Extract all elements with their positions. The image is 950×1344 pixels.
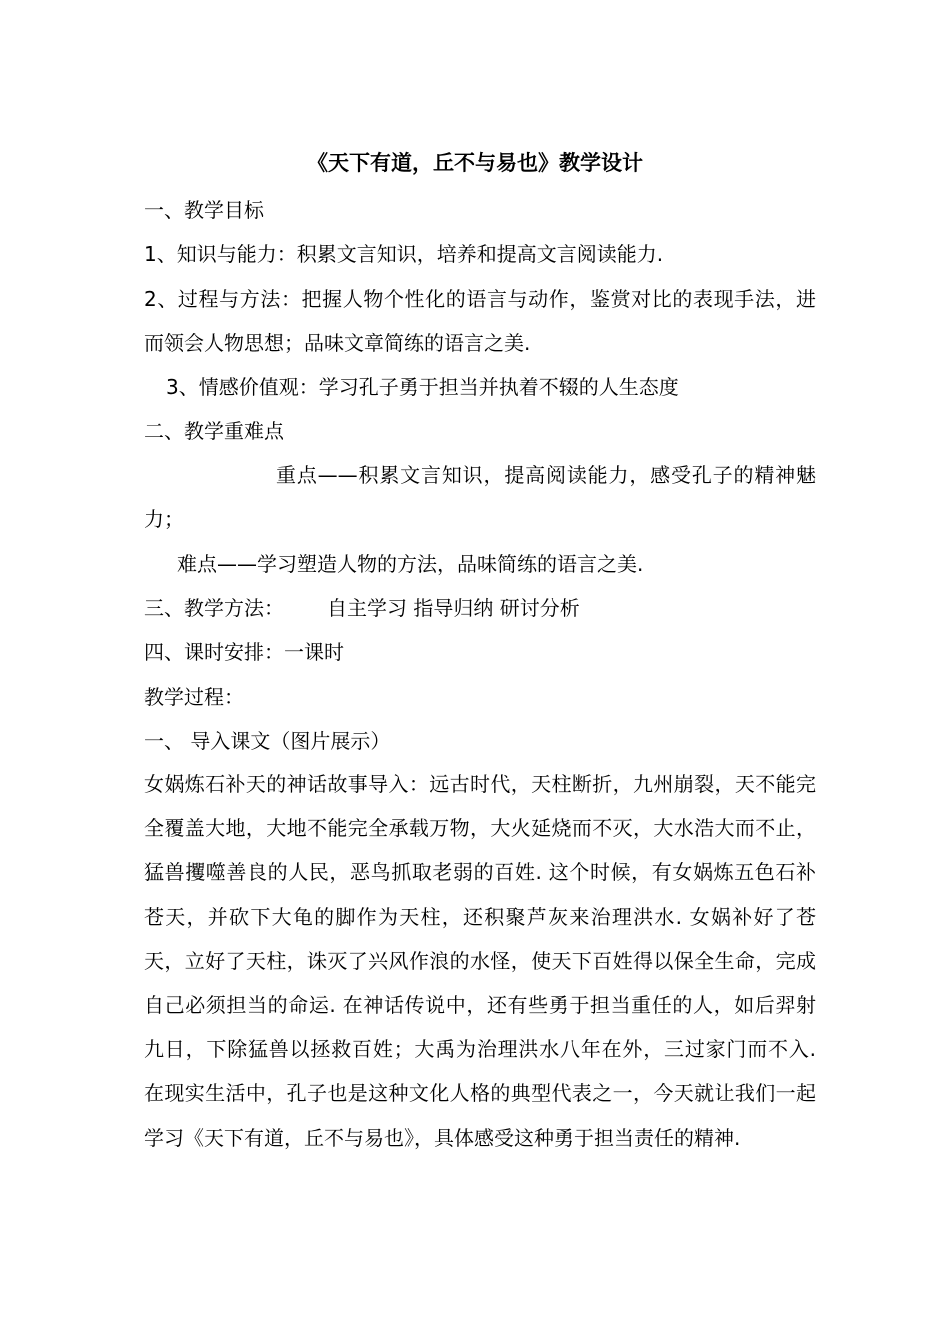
document-title: 《天下有道，丘不与易也》教学设计	[307, 151, 643, 175]
section-heading-schedule: 四、课时安排：一课时	[144, 640, 344, 664]
process-heading: 教学过程：	[144, 685, 244, 709]
intro-paragraph: 女娲炼石补天的神话故事导入：远古时代，天柱断折，九州崩裂，天不能完全覆盖大地，大地不能完全承载万物，大火延烧而不灭，大水浩大而不止，猛兽攫噬善良的人民，恶鸟抓取老弱的百姓. 这个时候，有女娲炼五色石补苍天，并砍下大龟的脚作为天柱，还积聚芦灰来治理洪水. 女娲补好了苍天，立好了天柱，诛灭了兴风作浪的水怪，使天下百姓得以保全生命，完成自己必须担当的命运. 在神话传说中，还有些勇于担当重任的人，如后羿射九日，下除猛兽以拯救百姓；大禹为治理洪水八年在外，三过家门而不入. 在现实生活中，孔子也是这种文化人格的典型代表之一，今天就让我们一起学习《天下有道，丘不与易也》，具体感受这种勇于担当责任的精神.	[144, 772, 816, 1150]
section-heading-objectives: 一、教学目标	[144, 198, 264, 222]
objective-values: 3、情感价值观：学习孔子勇于担当并执着不辍的人生态度	[166, 375, 679, 399]
key-point: 重点——积累文言知识，提高阅读能力，感受孔子的精神魅力；	[144, 463, 816, 532]
step-heading-intro: 一、 导入课文（图片展示）	[144, 729, 391, 753]
objective-process: 2、过程与方法：把握人物个性化的语言与动作，鉴赏对比的表现手法，进而领会人物思想；品味文章简练的语言之美.	[144, 287, 816, 356]
section-heading-key-points: 二、教学重难点	[144, 419, 284, 443]
difficult-point: 难点——学习塑造人物的方法，品味简练的语言之美.	[177, 552, 644, 576]
objective-knowledge: 1、知识与能力：积累文言知识，培养和提高文言阅读能力.	[144, 242, 664, 266]
teaching-methods: 自主学习 指导归纳 研讨分析	[327, 596, 580, 620]
section-heading-methods: 三、教学方法：	[144, 596, 284, 620]
